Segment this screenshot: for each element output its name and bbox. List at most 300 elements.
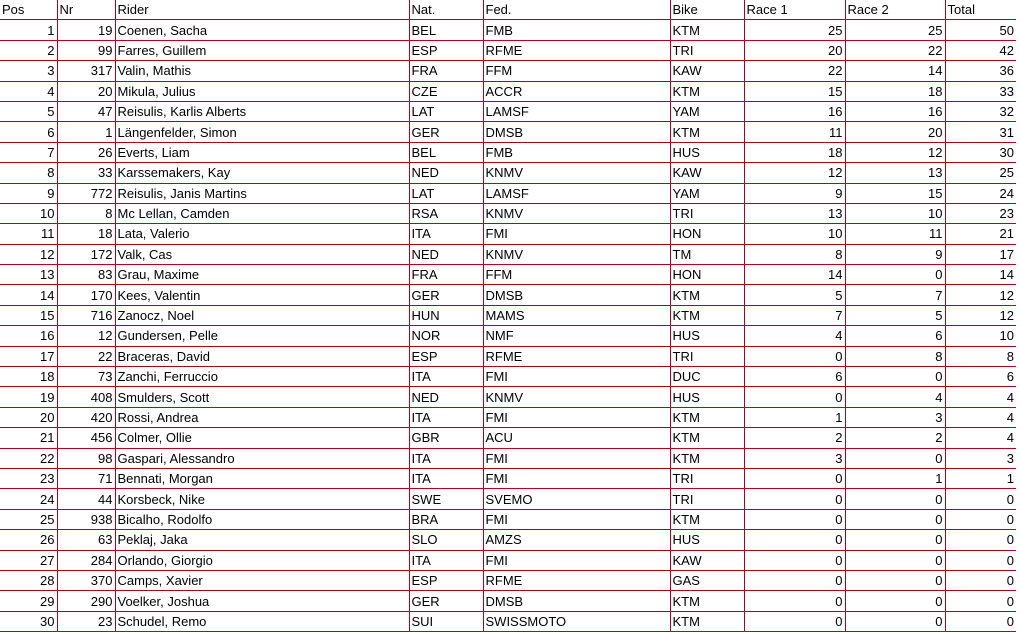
header-nr: Nr <box>57 0 115 20</box>
fed-cell: DMSB <box>483 285 670 305</box>
table-row <box>0 61 1016 81</box>
fed-cell: ACU <box>483 428 670 448</box>
nr-cell: 420 <box>57 407 115 427</box>
race1-cell: 3 <box>744 448 845 468</box>
race1-cell: 25 <box>744 20 845 40</box>
nat-cell: BRA <box>409 509 483 529</box>
race2-cell: 9 <box>845 244 945 264</box>
nat-cell: GBR <box>409 428 483 448</box>
total-cell: 31 <box>945 122 1016 142</box>
race2-cell: 10 <box>845 203 945 223</box>
race2-cell: 11 <box>845 224 945 244</box>
nr-cell: 47 <box>57 101 115 121</box>
fed-cell: KNMV <box>483 163 670 183</box>
fed-cell: FMI <box>483 224 670 244</box>
pos-cell: 4 <box>0 81 57 101</box>
rider-cell: Gaspari, Alessandro <box>115 448 409 468</box>
nr-cell: 33 <box>57 163 115 183</box>
fed-cell: FMI <box>483 367 670 387</box>
table-row <box>0 326 1016 346</box>
race2-cell: 15 <box>845 183 945 203</box>
nr-cell: 716 <box>57 305 115 325</box>
bike-cell: KTM <box>670 407 744 427</box>
race1-cell: 8 <box>744 244 845 264</box>
fed-cell: NMF <box>483 326 670 346</box>
race1-cell: 4 <box>744 326 845 346</box>
bike-cell: KTM <box>670 305 744 325</box>
rider-cell: Reisulis, Janis Martins <box>115 183 409 203</box>
race2-cell: 0 <box>845 265 945 285</box>
race1-cell: 0 <box>744 550 845 570</box>
table-row <box>0 489 1016 509</box>
nr-cell: 290 <box>57 591 115 611</box>
total-cell: 0 <box>945 509 1016 529</box>
nr-cell: 99 <box>57 40 115 60</box>
nat-cell: FRA <box>409 265 483 285</box>
rider-cell: Kees, Valentin <box>115 285 409 305</box>
nr-cell: 8 <box>57 203 115 223</box>
bike-cell: KTM <box>670 591 744 611</box>
rider-cell: Mikula, Julius <box>115 81 409 101</box>
rider-cell: Camps, Xavier <box>115 570 409 590</box>
race2-cell: 18 <box>845 81 945 101</box>
bike-cell: DUC <box>670 367 744 387</box>
nr-cell: 83 <box>57 265 115 285</box>
table-row <box>0 407 1016 427</box>
total-cell: 32 <box>945 101 1016 121</box>
race2-cell: 22 <box>845 40 945 60</box>
header-rider: Rider <box>115 0 409 20</box>
fed-cell: KNMV <box>483 244 670 264</box>
table-row <box>0 591 1016 611</box>
nr-cell: 20 <box>57 81 115 101</box>
rider-cell: Voelker, Joshua <box>115 591 409 611</box>
total-cell: 0 <box>945 530 1016 550</box>
bike-cell: HUS <box>670 387 744 407</box>
bike-cell: GAS <box>670 570 744 590</box>
nat-cell: GER <box>409 285 483 305</box>
total-cell: 42 <box>945 40 1016 60</box>
pos-cell: 11 <box>0 224 57 244</box>
rider-cell: Zanocz, Noel <box>115 305 409 325</box>
total-cell: 23 <box>945 203 1016 223</box>
race1-cell: 0 <box>744 387 845 407</box>
nr-cell: 456 <box>57 428 115 448</box>
rider-cell: Farres, Guillem <box>115 40 409 60</box>
bike-cell: KTM <box>670 428 744 448</box>
race1-cell: 20 <box>744 40 845 60</box>
table-row <box>0 305 1016 325</box>
table-row <box>0 81 1016 101</box>
nat-cell: ITA <box>409 550 483 570</box>
pos-cell: 5 <box>0 101 57 121</box>
bike-cell: HUS <box>670 142 744 162</box>
total-cell: 6 <box>945 367 1016 387</box>
nr-cell: 370 <box>57 570 115 590</box>
race1-cell: 0 <box>744 611 845 631</box>
fed-cell: FFM <box>483 61 670 81</box>
total-cell: 17 <box>945 244 1016 264</box>
nr-cell: 71 <box>57 468 115 488</box>
total-cell: 0 <box>945 570 1016 590</box>
nat-cell: SUI <box>409 611 483 631</box>
total-cell: 14 <box>945 265 1016 285</box>
nr-cell: 22 <box>57 346 115 366</box>
total-cell: 25 <box>945 163 1016 183</box>
rider-cell: Reisulis, Karlis Alberts <box>115 101 409 121</box>
table-row <box>0 265 1016 285</box>
bike-cell: TRI <box>670 468 744 488</box>
race2-cell: 12 <box>845 142 945 162</box>
fed-cell: SWISSMOTO <box>483 611 670 631</box>
fed-cell: FMI <box>483 468 670 488</box>
table-row <box>0 142 1016 162</box>
table-row <box>0 163 1016 183</box>
rider-cell: Smulders, Scott <box>115 387 409 407</box>
pos-cell: 7 <box>0 142 57 162</box>
fed-cell: DMSB <box>483 122 670 142</box>
nat-cell: ITA <box>409 407 483 427</box>
table-row <box>0 550 1016 570</box>
table-row <box>0 448 1016 468</box>
rider-cell: Braceras, David <box>115 346 409 366</box>
race2-cell: 6 <box>845 326 945 346</box>
race1-cell: 0 <box>744 530 845 550</box>
pos-cell: 3 <box>0 61 57 81</box>
fed-cell: FMI <box>483 509 670 529</box>
race2-cell: 0 <box>845 570 945 590</box>
total-cell: 36 <box>945 61 1016 81</box>
bike-cell: YAM <box>670 183 744 203</box>
nr-cell: 172 <box>57 244 115 264</box>
rider-cell: Valk, Cas <box>115 244 409 264</box>
bike-cell: KAW <box>670 61 744 81</box>
fed-cell: SVEMO <box>483 489 670 509</box>
race1-cell: 6 <box>744 367 845 387</box>
nat-cell: NOR <box>409 326 483 346</box>
pos-cell: 21 <box>0 428 57 448</box>
rider-cell: Lata, Valerio <box>115 224 409 244</box>
race1-cell: 16 <box>744 101 845 121</box>
bike-cell: KTM <box>670 81 744 101</box>
nat-cell: NED <box>409 163 483 183</box>
pos-cell: 2 <box>0 40 57 60</box>
bike-cell: YAM <box>670 101 744 121</box>
rider-cell: Valin, Mathis <box>115 61 409 81</box>
pos-cell: 14 <box>0 285 57 305</box>
race2-cell: 0 <box>845 509 945 529</box>
total-cell: 33 <box>945 81 1016 101</box>
table-row <box>0 530 1016 550</box>
bike-cell: HON <box>670 265 744 285</box>
table-row <box>0 509 1016 529</box>
total-cell: 12 <box>945 285 1016 305</box>
pos-cell: 26 <box>0 530 57 550</box>
race2-cell: 20 <box>845 122 945 142</box>
bike-cell: HON <box>670 224 744 244</box>
nr-cell: 317 <box>57 61 115 81</box>
pos-cell: 19 <box>0 387 57 407</box>
race2-cell: 5 <box>845 305 945 325</box>
nr-cell: 98 <box>57 448 115 468</box>
table-row <box>0 428 1016 448</box>
rider-cell: Peklaj, Jaka <box>115 530 409 550</box>
nat-cell: HUN <box>409 305 483 325</box>
rider-cell: Zanchi, Ferruccio <box>115 367 409 387</box>
header-race2: Race 2 <box>845 0 945 20</box>
total-cell: 4 <box>945 387 1016 407</box>
fed-cell: FMB <box>483 142 670 162</box>
nr-cell: 1 <box>57 122 115 142</box>
nat-cell: ESP <box>409 570 483 590</box>
rider-cell: Längenfelder, Simon <box>115 122 409 142</box>
fed-cell: DMSB <box>483 591 670 611</box>
rider-cell: Gundersen, Pelle <box>115 326 409 346</box>
fed-cell: AMZS <box>483 530 670 550</box>
race1-cell: 7 <box>744 305 845 325</box>
pos-cell: 10 <box>0 203 57 223</box>
fed-cell: KNMV <box>483 203 670 223</box>
nat-cell: CZE <box>409 81 483 101</box>
nat-cell: SWE <box>409 489 483 509</box>
nat-cell: BEL <box>409 20 483 40</box>
fed-cell: KNMV <box>483 387 670 407</box>
table-row <box>0 101 1016 121</box>
total-cell: 4 <box>945 428 1016 448</box>
header-row <box>0 0 1016 20</box>
total-cell: 21 <box>945 224 1016 244</box>
total-cell: 24 <box>945 183 1016 203</box>
race2-cell: 25 <box>845 20 945 40</box>
race2-cell: 7 <box>845 285 945 305</box>
race1-cell: 9 <box>744 183 845 203</box>
fed-cell: FMI <box>483 448 670 468</box>
race2-cell: 16 <box>845 101 945 121</box>
bike-cell: TRI <box>670 203 744 223</box>
pos-cell: 25 <box>0 509 57 529</box>
race2-cell: 0 <box>845 591 945 611</box>
nr-cell: 170 <box>57 285 115 305</box>
nat-cell: GER <box>409 591 483 611</box>
race1-cell: 15 <box>744 81 845 101</box>
race2-cell: 0 <box>845 611 945 631</box>
header-race1: Race 1 <box>744 0 845 20</box>
table-row <box>0 183 1016 203</box>
total-cell: 4 <box>945 407 1016 427</box>
rider-cell: Orlando, Giorgio <box>115 550 409 570</box>
pos-cell: 8 <box>0 163 57 183</box>
nr-cell: 12 <box>57 326 115 346</box>
table-row <box>0 203 1016 223</box>
rider-cell: Rossi, Andrea <box>115 407 409 427</box>
nat-cell: GER <box>409 122 483 142</box>
nat-cell: SLO <box>409 530 483 550</box>
nr-cell: 73 <box>57 367 115 387</box>
table-row <box>0 387 1016 407</box>
bike-cell: TRI <box>670 40 744 60</box>
race1-cell: 11 <box>744 122 845 142</box>
table-row <box>0 285 1016 305</box>
total-cell: 0 <box>945 611 1016 631</box>
total-cell: 10 <box>945 326 1016 346</box>
bike-cell: KTM <box>670 20 744 40</box>
nat-cell: ITA <box>409 224 483 244</box>
pos-cell: 22 <box>0 448 57 468</box>
nat-cell: LAT <box>409 183 483 203</box>
nat-cell: ITA <box>409 448 483 468</box>
table-row <box>0 122 1016 142</box>
nat-cell: LAT <box>409 101 483 121</box>
header-nat: Nat. <box>409 0 483 20</box>
pos-cell: 20 <box>0 407 57 427</box>
header-bike: Bike <box>670 0 744 20</box>
nat-cell: NED <box>409 244 483 264</box>
total-cell: 12 <box>945 305 1016 325</box>
table-row <box>0 224 1016 244</box>
race1-cell: 1 <box>744 407 845 427</box>
bike-cell: TRI <box>670 489 744 509</box>
fed-cell: FFM <box>483 265 670 285</box>
race1-cell: 0 <box>744 509 845 529</box>
pos-cell: 24 <box>0 489 57 509</box>
race2-cell: 3 <box>845 407 945 427</box>
nr-cell: 23 <box>57 611 115 631</box>
pos-cell: 17 <box>0 346 57 366</box>
bike-cell: HUS <box>670 530 744 550</box>
race1-cell: 0 <box>744 468 845 488</box>
pos-cell: 29 <box>0 591 57 611</box>
pos-cell: 9 <box>0 183 57 203</box>
fed-cell: LAMSF <box>483 101 670 121</box>
fed-cell: RFME <box>483 570 670 590</box>
rider-cell: Bicalho, Rodolfo <box>115 509 409 529</box>
pos-cell: 18 <box>0 367 57 387</box>
total-cell: 0 <box>945 550 1016 570</box>
nr-cell: 19 <box>57 20 115 40</box>
race1-cell: 13 <box>744 203 845 223</box>
race1-cell: 10 <box>744 224 845 244</box>
race2-cell: 0 <box>845 489 945 509</box>
rider-cell: Mc Lellan, Camden <box>115 203 409 223</box>
nr-cell: 18 <box>57 224 115 244</box>
rider-cell: Colmer, Ollie <box>115 428 409 448</box>
race2-cell: 8 <box>845 346 945 366</box>
results-body <box>0 20 1016 632</box>
pos-cell: 1 <box>0 20 57 40</box>
total-cell: 30 <box>945 142 1016 162</box>
fed-cell: FMI <box>483 407 670 427</box>
pos-cell: 6 <box>0 122 57 142</box>
rider-cell: Korsbeck, Nike <box>115 489 409 509</box>
bike-cell: KAW <box>670 163 744 183</box>
header-fed: Fed. <box>483 0 670 20</box>
fed-cell: FMI <box>483 550 670 570</box>
total-cell: 0 <box>945 591 1016 611</box>
nr-cell: 63 <box>57 530 115 550</box>
bike-cell: KTM <box>670 285 744 305</box>
bike-cell: TRI <box>670 346 744 366</box>
table-row <box>0 468 1016 488</box>
race1-cell: 0 <box>744 570 845 590</box>
rider-cell: Bennati, Morgan <box>115 468 409 488</box>
race1-cell: 5 <box>744 285 845 305</box>
total-cell: 50 <box>945 20 1016 40</box>
total-cell: 0 <box>945 489 1016 509</box>
pos-cell: 30 <box>0 611 57 631</box>
race2-cell: 0 <box>845 448 945 468</box>
total-cell: 3 <box>945 448 1016 468</box>
race1-cell: 12 <box>744 163 845 183</box>
race1-cell: 18 <box>744 142 845 162</box>
fed-cell: RFME <box>483 346 670 366</box>
table-row <box>0 367 1016 387</box>
nat-cell: NED <box>409 387 483 407</box>
nr-cell: 772 <box>57 183 115 203</box>
table-row <box>0 611 1016 631</box>
rider-cell: Everts, Liam <box>115 142 409 162</box>
race1-cell: 22 <box>744 61 845 81</box>
race1-cell: 0 <box>744 489 845 509</box>
rider-cell: Coenen, Sacha <box>115 20 409 40</box>
race2-cell: 13 <box>845 163 945 183</box>
fed-cell: LAMSF <box>483 183 670 203</box>
pos-cell: 23 <box>0 468 57 488</box>
pos-cell: 28 <box>0 570 57 590</box>
nr-cell: 44 <box>57 489 115 509</box>
nat-cell: FRA <box>409 61 483 81</box>
table-row <box>0 20 1016 40</box>
total-cell: 8 <box>945 346 1016 366</box>
bike-cell: HUS <box>670 326 744 346</box>
table-row <box>0 244 1016 264</box>
race1-cell: 14 <box>744 265 845 285</box>
nat-cell: ESP <box>409 346 483 366</box>
rider-cell: Karssemakers, Kay <box>115 163 409 183</box>
fed-cell: RFME <box>483 40 670 60</box>
header-total: Total <box>945 0 1016 20</box>
nat-cell: BEL <box>409 142 483 162</box>
race2-cell: 1 <box>845 468 945 488</box>
nr-cell: 938 <box>57 509 115 529</box>
race2-cell: 0 <box>845 367 945 387</box>
race2-cell: 0 <box>845 550 945 570</box>
fed-cell: MAMS <box>483 305 670 325</box>
table-row <box>0 40 1016 60</box>
nat-cell: ITA <box>409 367 483 387</box>
pos-cell: 15 <box>0 305 57 325</box>
nat-cell: ESP <box>409 40 483 60</box>
nat-cell: ITA <box>409 468 483 488</box>
race1-cell: 0 <box>744 346 845 366</box>
rider-cell: Schudel, Remo <box>115 611 409 631</box>
race2-cell: 0 <box>845 530 945 550</box>
table-row <box>0 570 1016 590</box>
race2-cell: 4 <box>845 387 945 407</box>
bike-cell: KTM <box>670 122 744 142</box>
pos-cell: 27 <box>0 550 57 570</box>
rider-cell: Grau, Maxime <box>115 265 409 285</box>
bike-cell: TM <box>670 244 744 264</box>
pos-cell: 12 <box>0 244 57 264</box>
bike-cell: KAW <box>670 550 744 570</box>
nr-cell: 284 <box>57 550 115 570</box>
nat-cell: RSA <box>409 203 483 223</box>
race2-cell: 14 <box>845 61 945 81</box>
race1-cell: 2 <box>744 428 845 448</box>
pos-cell: 16 <box>0 326 57 346</box>
pos-cell: 13 <box>0 265 57 285</box>
bike-cell: KTM <box>670 509 744 529</box>
